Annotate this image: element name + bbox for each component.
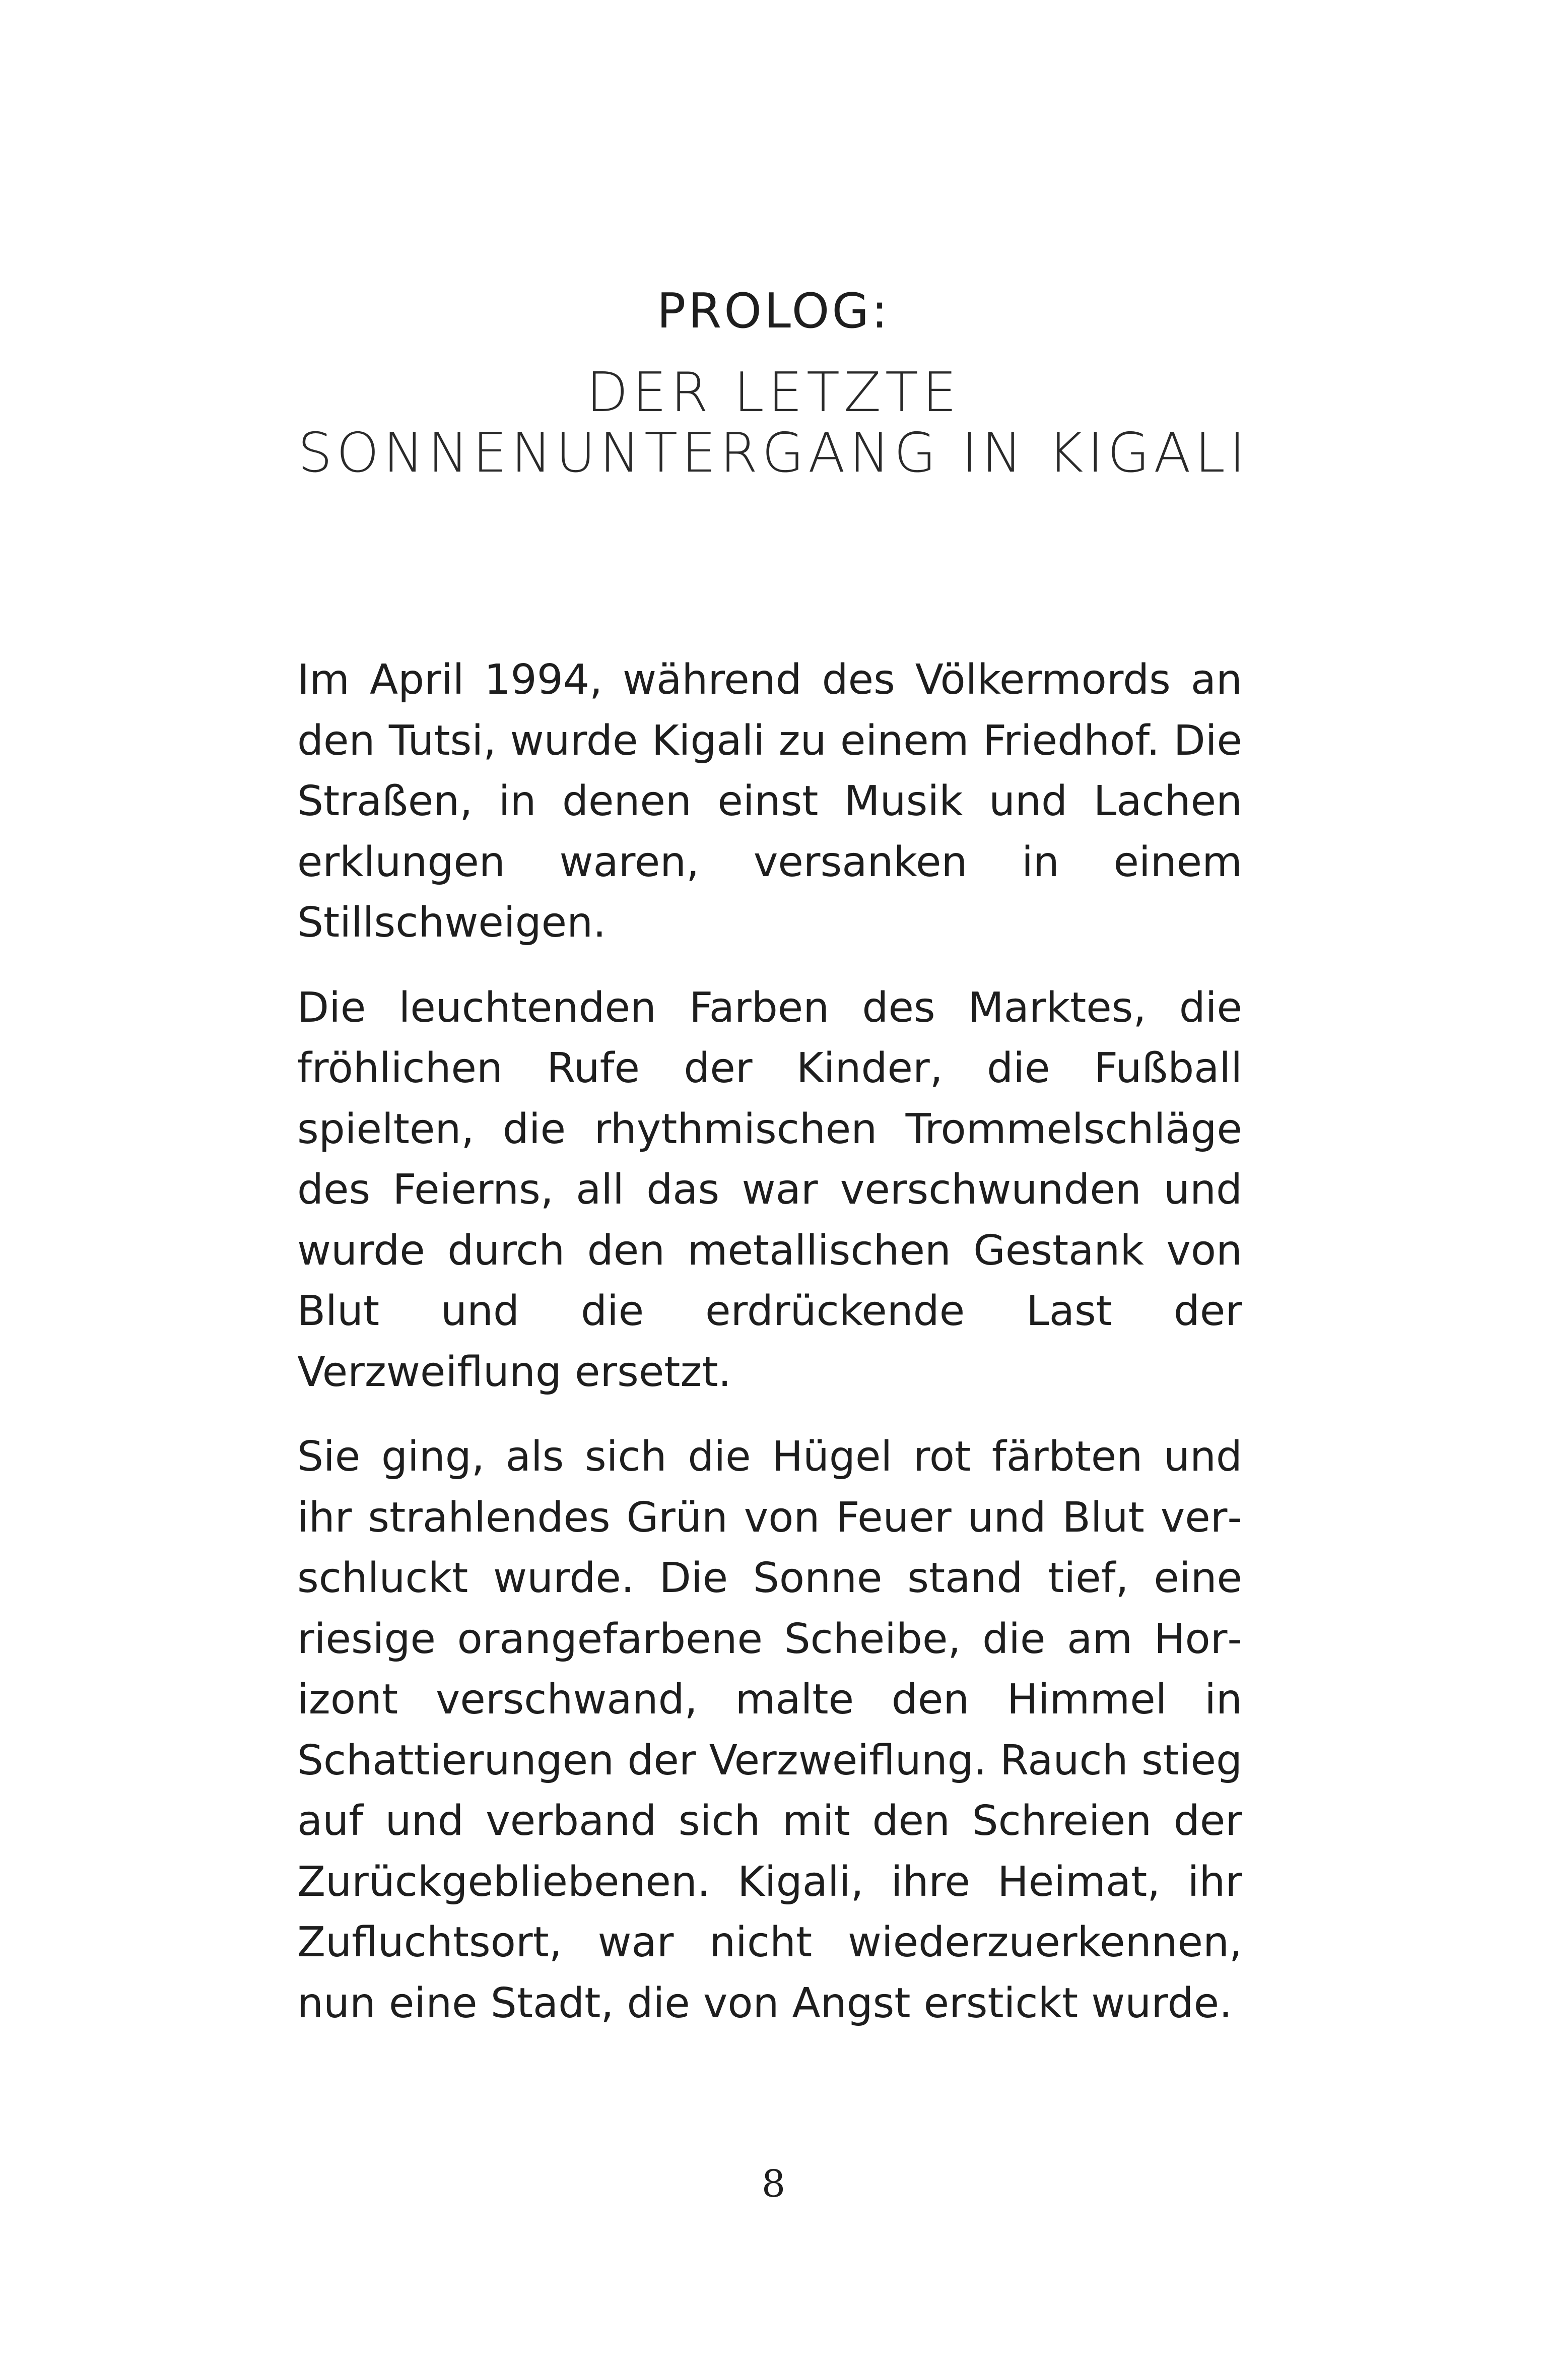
paragraph-3: Sie ging, als sich die Hügel rot färbten und ihr strahlendes Grün von Feuer und Blut verschluckt wurde. Die Sonne stand tief, eine riesige orangefarbene Scheibe, die am Horizont verschwand, malte den Himmel in Schattierungen der Verzweiflung. Rauch stieg auf und verband sich mit den Schreien der Zurückgebliebenen. Kigali, ihre Heimat, ihr Zufluchtsort, war nicht wiederzuerkennen, nun eine Stadt, die von Angst erstickt wurde. [297,1433,1242,2027]
paragraph-2: Die leuchtenden Farben des Marktes, die fröhlichen Rufe der Kinder, die Fußball spielten, die rhythmischen Trommelschläge des Feierns, all das war verschwunden und wurde durch den metallischen Gestank von Blut und die erdrückende Last der Verzweiflung ersetzt. [297,983,1242,1396]
body-text [297,650,1242,2058]
chapter-title-line-1: DER LETZTE [586,361,961,424]
chapter-title-line-2: SONNENUNTERGANG IN KIGALI [298,422,1249,485]
paragraph-1: Im April 1994, während des Völkermords an den Tutsi, wurde Kigali zu einem Friedhof. Die Straßen, in denen einst Musik und Lachen erklungen waren, versanken in einem Stillschweigen. [297,656,1242,947]
page-number: 8 [761,2162,786,2206]
chapter-label: PROLOG: [656,284,890,339]
chapter-title [0,363,1547,484]
